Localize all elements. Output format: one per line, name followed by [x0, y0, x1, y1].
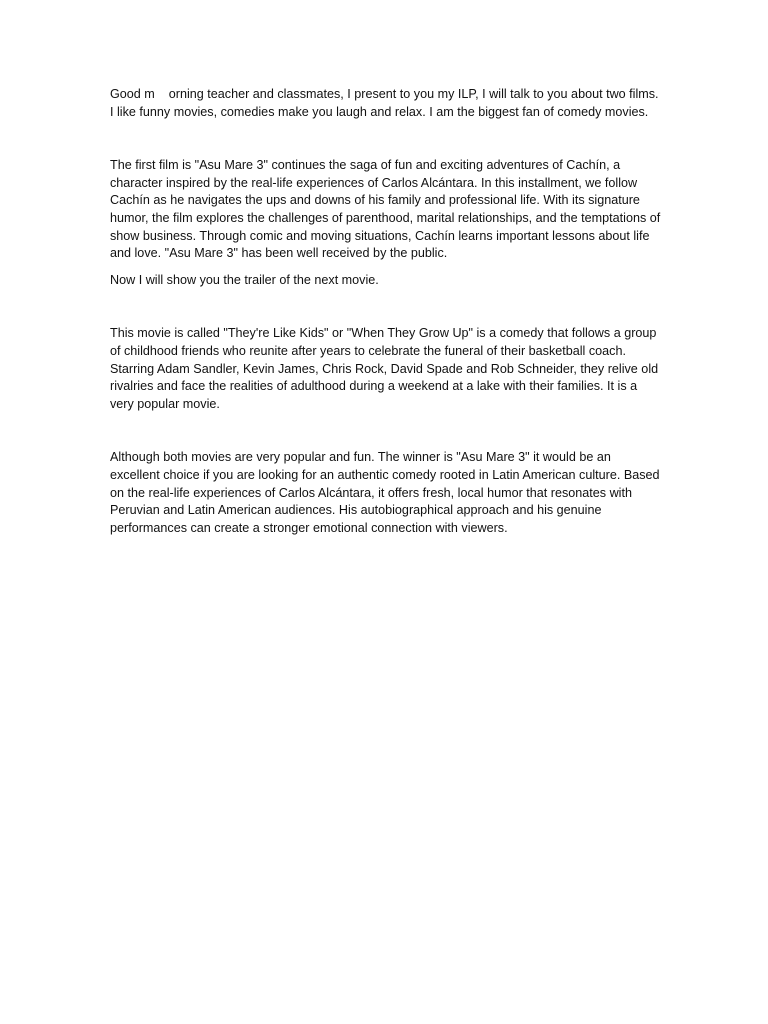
paragraph-second-film: This movie is called "They're Like Kids" or "When They Grow Up" is a comedy that follows a group of childhood friends who reunite after years to celebrate the funeral of their basketball coach. Starring Adam Sandler, Kevin James, Chris Rock, David Spade and Rob Schneider, they relive old rivalries and face the realities of adulthood during a weekend at a lake with their families. It is a very popular movie.	[110, 326, 659, 411]
document-body	[110, 86, 662, 537]
paragraph-conclusion: Although both movies are very popular and fun. The winner is "Asu Mare 3" it would be an excellent choice if you are looking for an authentic comedy rooted in Latin American culture. Based on the real-life experiences of Carlos Alcántara, it offers fresh, local humor that resonates with Peruvian and Latin American audiences. His autobiographical approach and his genuine performances can create a stronger emotional connection with viewers.	[110, 450, 660, 535]
paragraph-trailer-note: Now I will show you the trailer of the next movie.	[110, 272, 379, 287]
paragraph-first-film: The first film is "Asu Mare 3" continues the saga of fun and exciting adventures of Cachín, a character inspired by the real-life experiences of Carlos Alcántara. In this installment, we follow Cachín as he navigates the ups and downs of his family and professional life. With its signature humor, the film explores the challenges of parenthood, marital relationships, and the temptations of show business. Through comic and moving situations, Cachín learns important lessons about life and love. "Asu Mare 3" has been well received by the public.	[110, 158, 661, 261]
paragraph-intro: Good m orning teacher and classmates, I present to you my ILP, I will talk to you about two films. I like funny movies, comedies make you laugh and relax. I am the biggest fan of comedy movies.	[110, 87, 663, 119]
